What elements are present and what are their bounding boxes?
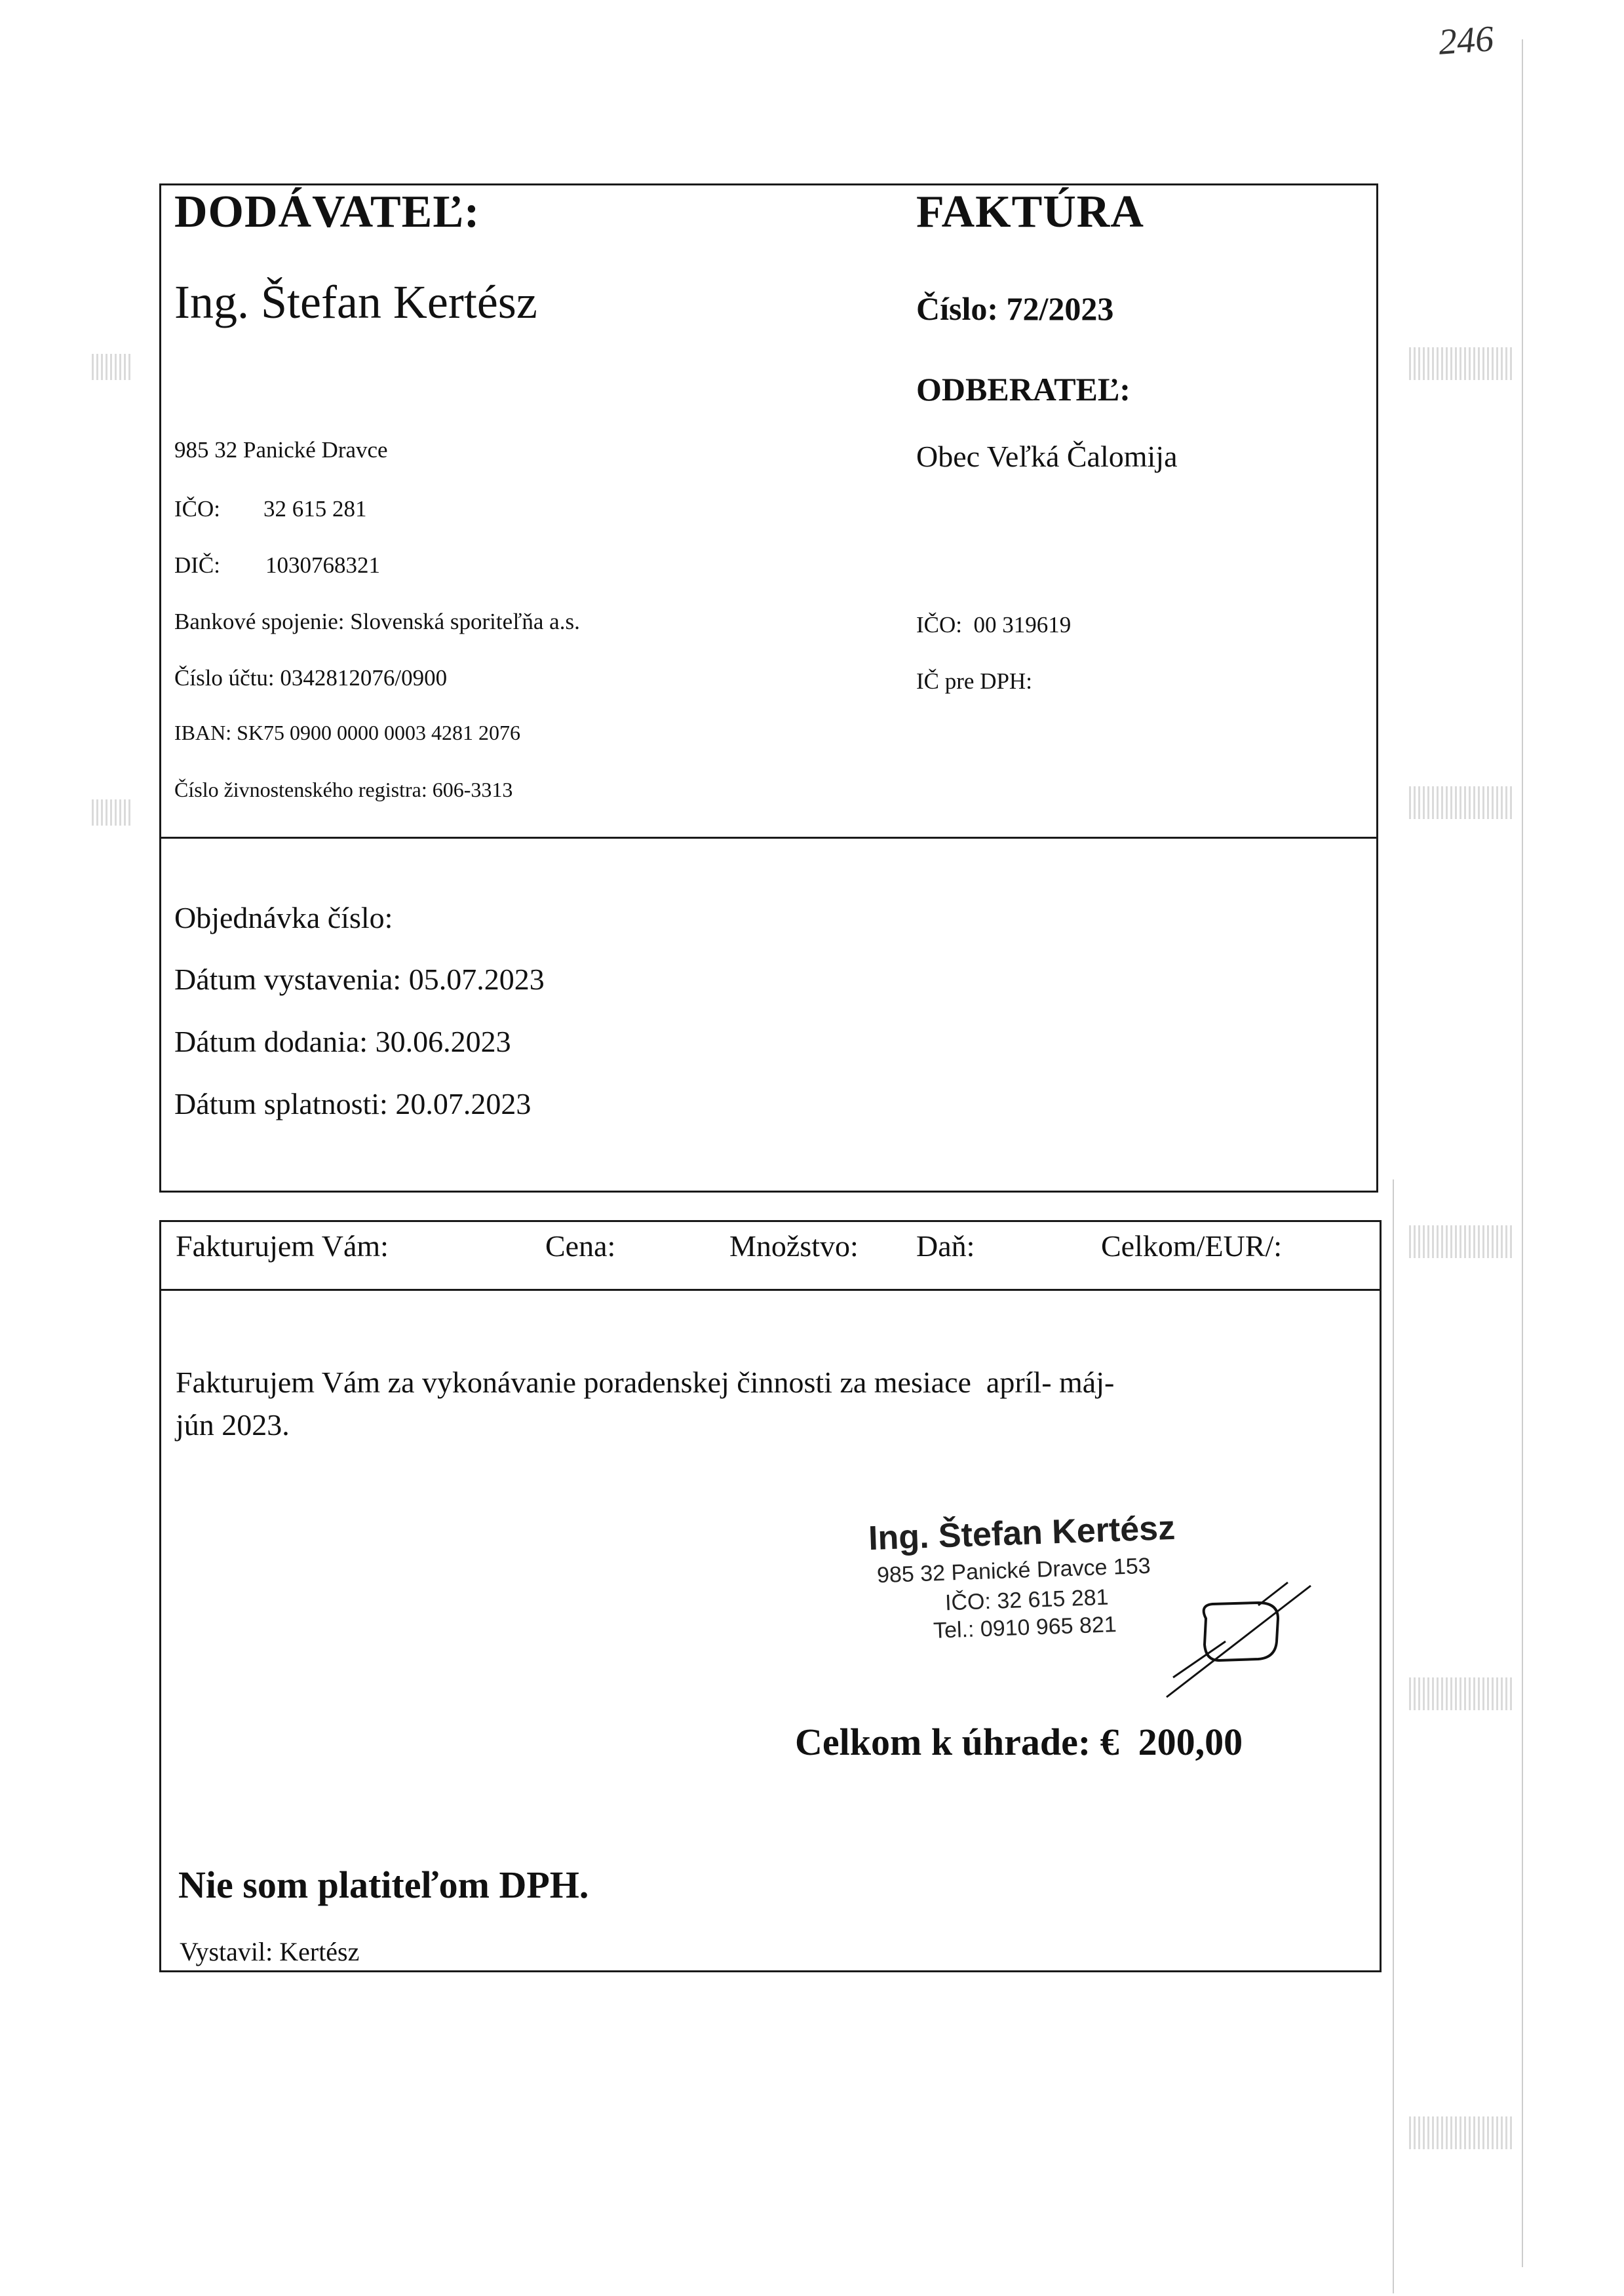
customer-name: Obec Veľká Čalomija [916,440,1178,473]
total-amount: Celkom k úhrade: € 200,00 [795,1721,1243,1763]
scan-edge-line [1393,1179,1394,2293]
item-description-line2: jún 2023. [176,1408,290,1442]
supplier-heading: DODÁVATEĽ: [174,187,480,237]
due-date: Dátum splatnosti: 20.07.2023 [174,1087,532,1120]
issued-by: Vystavil: Kertész [180,1937,360,1966]
supplier-ico-value: 32 615 281 [263,496,367,522]
scan-noise [1409,1677,1514,1710]
delivery-date: Dátum dodania: 30.06.2023 [174,1025,511,1058]
supplier-ico-label: IČO: [174,496,220,522]
stamp-ico: IČO: 32 615 281 [944,1584,1110,1616]
scan-noise [1409,347,1514,380]
stamp-phone: Tel.: 0910 965 821 [933,1612,1117,1643]
scan-noise [92,354,131,380]
column-header-quantity: Množstvo: [729,1229,859,1263]
supplier-bank: Bankové spojenie: Slovenská sporiteľňa a.s. [174,609,580,634]
scan-noise [1409,786,1514,819]
supplier-account: Číslo účtu: 0342812076/0900 [174,665,448,691]
scan-edge-line [1522,39,1523,2267]
supplier-trade-register: Číslo živnostenského registra: 606-3313 [174,778,513,801]
item-description-line1: Fakturujem Vám za vykonávanie poradenskej činnosti za mesiace apríl- máj- [176,1366,1115,1399]
column-header-price: Cena: [545,1229,616,1263]
supplier-dic-value: 1030768321 [265,552,380,578]
supplier-dic-label: DIČ: [174,552,220,578]
dates-box-left-border [159,839,161,1193]
supplier-iban: IBAN: SK75 0900 0000 0003 4281 2076 [174,721,521,744]
scan-noise [1409,1225,1514,1258]
scan-noise [1409,2116,1514,2149]
scan-noise [92,799,131,826]
dates-box-right-border [1376,839,1378,1193]
issue-date: Dátum vystavenia: 05.07.2023 [174,963,545,996]
stamp-address: 985 32 Panické Dravce 153 [876,1553,1151,1588]
dates-box-bottom-border [159,1191,1378,1193]
page-mark: 246 [1437,18,1496,63]
stamp-name: Ing. Štefan Kertész [868,1508,1176,1558]
order-number: Objednávka číslo: [174,901,393,934]
invoice-heading: FAKTÚRA [916,187,1144,237]
column-header-description: Fakturujem Vám: [176,1229,389,1263]
column-header-total: Celkom/EUR/: [1101,1229,1282,1263]
column-header-tax: Daň: [916,1229,975,1263]
table-header-divider [159,1289,1382,1291]
signature [1160,1579,1317,1704]
supplier-address: 985 32 Panické Dravce [174,437,388,463]
invoice-number: Číslo: 72/2023 [916,290,1114,327]
customer-heading: ODBERATEĽ: [916,371,1131,408]
customer-ico: IČO: 00 319619 [916,612,1072,638]
vat-note: Nie som platiteľom DPH. [178,1864,589,1906]
customer-vat-id: IČ pre DPH: [916,668,1032,694]
supplier-name: Ing. Štefan Kertész [174,276,537,328]
